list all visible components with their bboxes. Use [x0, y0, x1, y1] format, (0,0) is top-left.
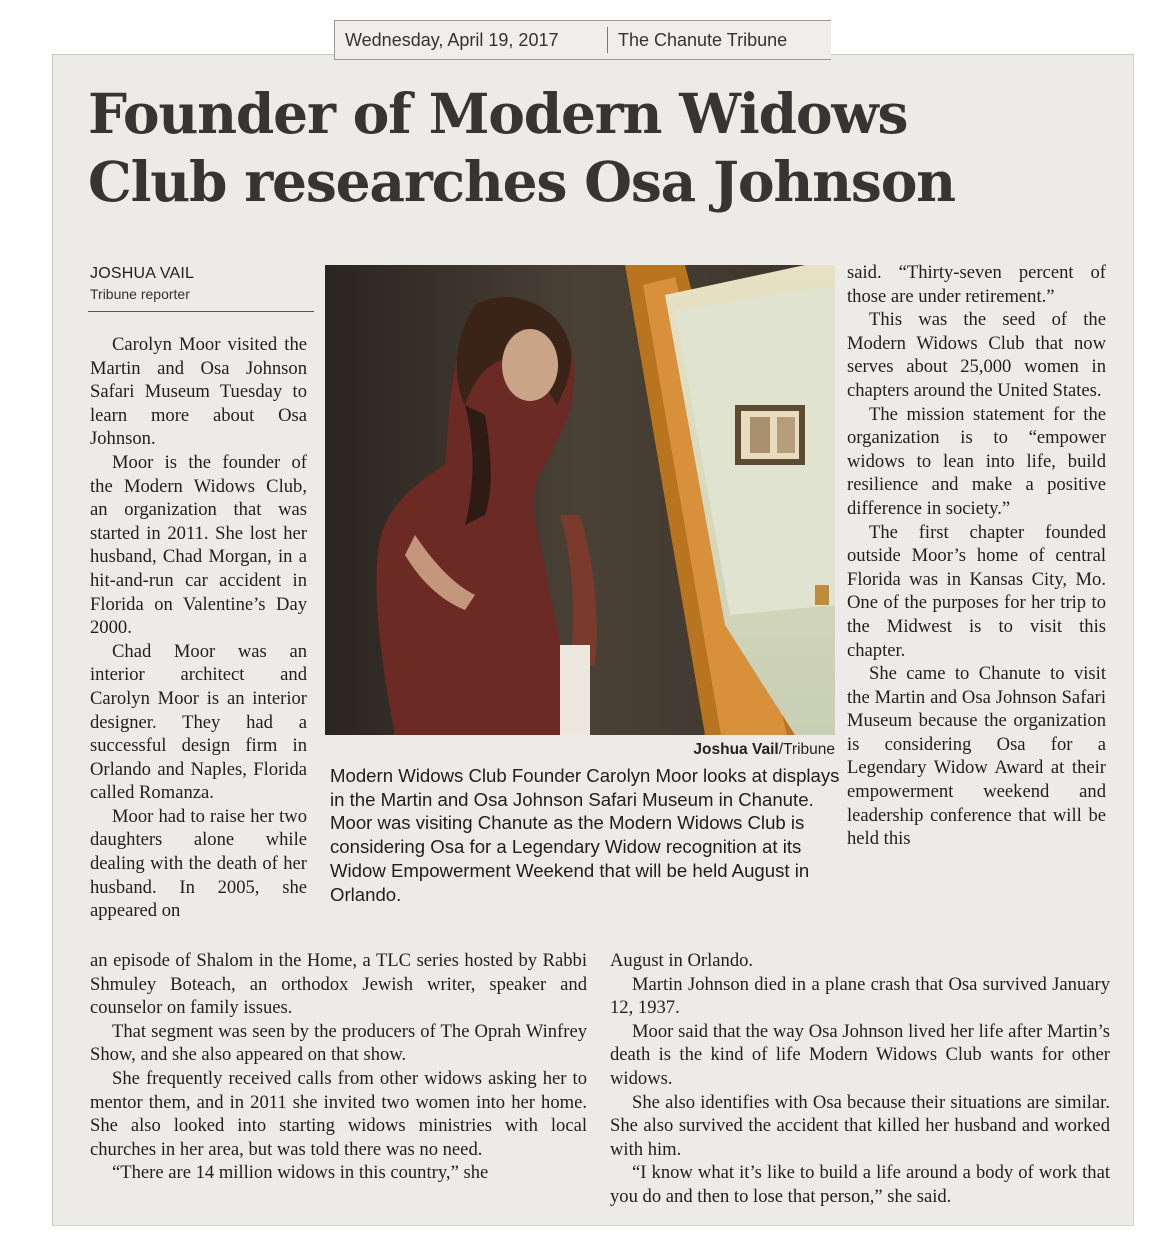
paragraph: Martin Johnson died in a plane crash that Osa survived January 12, 1937. [610, 973, 1110, 1019]
article-column-3 [847, 261, 1106, 851]
paragraph: She also identifies with Osa because their situations are similar. She also survived the accident that killed her husband and worked with him. [610, 1091, 1110, 1160]
paragraph: This was the seed of the Modern Widows Club that now serves about 25,000 women in chapters around the United States. [847, 309, 1106, 401]
headline-line-2: Club researches Osa Johnson [88, 149, 955, 214]
paragraph: She came to Chanute to visit the Martin and Osa Johnson Safari Museum because the organization is considering Osa for a Legendary Widow Award at their empowerment weekend and leadership conference that will be held this [847, 663, 1106, 850]
paragraph: Chad Moor was an interior architect and Carolyn Moor is an interior designer. They had a successful design firm in Orlando and Naples, Florida called Romanza. [90, 640, 307, 804]
paragraph: Moor said that the way Osa Johnson lived her life after Martin’s death is the kind of life Modern Widows Club wants for other widows. [610, 1020, 1110, 1089]
byline-rule [88, 311, 314, 312]
paragraph: The mission statement for the organization is to “empower widows to lean into life, build resilience and make a positive difference in society.” [847, 403, 1106, 519]
paragraph: That segment was seen by the producers of The Oprah Winfrey Show, and she also appeared on that show. [90, 1020, 587, 1066]
headline-line-1: Founder of Modern Widows [88, 81, 908, 146]
byline-role: Tribune reporter [90, 286, 190, 302]
headline [88, 80, 1118, 216]
paragraph: Moor is the founder of the Modern Widows Club, an organization that was started in 2011. She lost her husband, Chad Morgan, in a hit-and-run car accident in Florida on Valentine’s Day 2000. [90, 451, 307, 639]
paragraph: an episode of Shalom in the Home, a TLC series hosted by Rabbi Shmuley Boteach, an orthodox Jewish writer, speaker and counselor on family issues. [90, 950, 587, 1019]
photo-credit-name: Joshua Vail [693, 741, 779, 758]
byline [90, 265, 194, 302]
paragraph: Moor had to raise her two daughters alone while dealing with the death of her husband. In 2005, she appeared on [90, 805, 307, 922]
photo-caption: Modern Widows Club Founder Carolyn Moor looks at displays in the Martin and Osa Johnson Safari Museum in Chanute. Moor was visiting Chanute as the Modern Widows Club is considering Osa for a Legendary Widow recognition at its Widow Empowerment Weekend that will be held August in Orlando. [330, 765, 840, 905]
newspaper-name: The Chanute Tribune [618, 29, 788, 50]
publication-date: Wednesday, April 19, 2017 [335, 27, 608, 53]
paragraph: “There are 14 million widows in this country,” she [112, 1162, 489, 1184]
photo-credit-org: /Tribune [778, 741, 835, 758]
paragraph: said. “Thirty-seven percent of those are under retirement.” [847, 262, 1106, 307]
paragraph: The first chapter founded outside Moor’s home of central Florida was in Kansas City, Mo. One of the purposes for her trip to the Midwest is to visit this chapter. [847, 521, 1106, 661]
paragraph: “I know what it’s like to build a life around a body of work that you do and then to lose that person,” she said. [610, 1162, 1110, 1207]
dateline-strip [334, 20, 831, 60]
paragraph: She frequently received calls from other widows asking her to mentor them, and in 2011 she invited two women into her home. She also looked into starting widows ministries with local churches in her area, but was told there was no need. [90, 1067, 587, 1160]
paragraph: Carolyn Moor visited the Martin and Osa Johnson Safari Museum Tuesday to learn more about Osa Johnson. [90, 334, 307, 450]
photo-credit [630, 741, 835, 759]
byline-author: JOSHUA VAIL [90, 265, 195, 282]
article-bottom-left [90, 949, 587, 1185]
photo-illustration [325, 265, 835, 735]
paragraph: August in Orlando. [610, 950, 754, 971]
article-column-1 [90, 333, 307, 923]
article-photo [325, 265, 835, 735]
article-bottom-right [610, 949, 1110, 1209]
